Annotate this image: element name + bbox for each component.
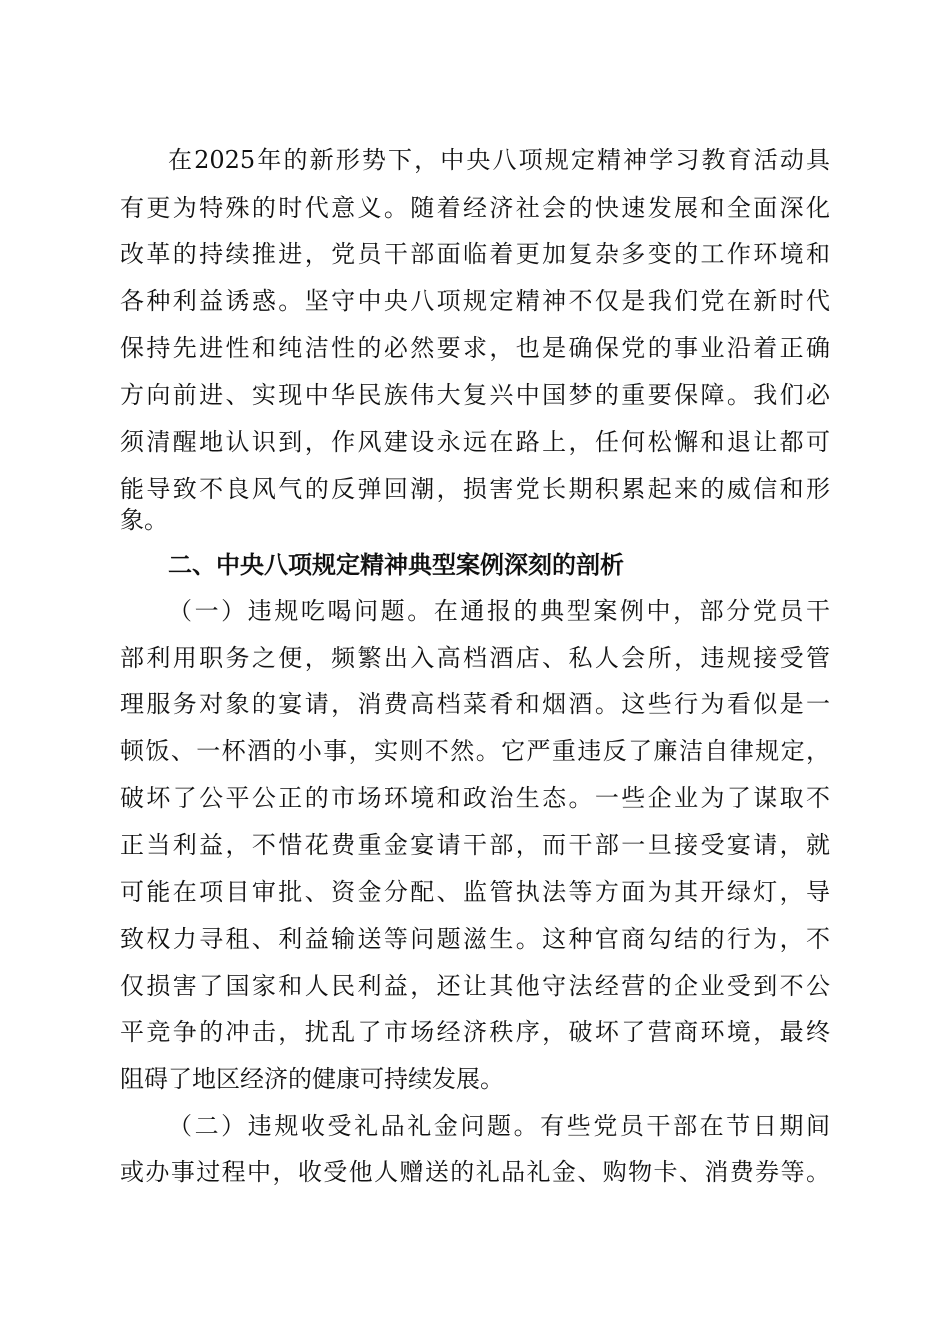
paragraph-line: 可能在项目审批、资金分配、监管执法等方面为其开绿灯，导	[120, 878, 830, 906]
paragraph-line: 正当利益，不惜花费重金宴请干部，而干部一旦接受宴请，就	[120, 831, 830, 859]
paragraph-line: （二）违规收受礼品礼金问题。有些党员干部在节日期间	[168, 1112, 830, 1140]
paragraph-line: 部利用职务之便，频繁出入高档酒店、私人会所，违规接受管	[120, 644, 830, 672]
paragraph-line: 在2025年的新形势下，中央八项规定精神学习教育活动具	[168, 146, 830, 174]
paragraph-line: 各种利益诱惑。坚守中央八项规定精神不仅是我们党在新时代	[120, 287, 830, 315]
paragraph-line: 仅损害了国家和人民利益，还让其他守法经营的企业受到不公	[120, 972, 830, 1000]
paragraph-line: 理服务对象的宴请，消费高档菜肴和烟酒。这些行为看似是一	[120, 690, 830, 718]
paragraph-line: 象。	[120, 506, 168, 534]
paragraph-line: 平竞争的冲击，扰乱了市场经济秩序，破坏了营商环境，最终	[120, 1018, 830, 1046]
paragraph-line: 方向前进、实现中华民族伟大复兴中国梦的重要保障。我们必	[120, 381, 830, 409]
paragraph-line: 改革的持续推进，党员干部面临着更加复杂多变的工作环境和	[120, 240, 830, 268]
paragraph-line: 阻碍了地区经济的健康可持续发展。	[120, 1065, 504, 1093]
paragraph-line: 须清醒地认识到，作风建设永远在路上，任何松懈和退让都可	[120, 428, 830, 456]
paragraph-line: 或办事过程中，收受他人赠送的礼品礼金、购物卡、消费券等。	[120, 1158, 830, 1186]
section-heading: 二、中央八项规定精神典型案例深刻的剖析	[168, 551, 624, 579]
paragraph-line: （一）违规吃喝问题。在通报的典型案例中，部分党员干	[168, 597, 830, 625]
paragraph-line: 能导致不良风气的反弹回潮，损害党长期积累起来的威信和形	[120, 475, 830, 503]
paragraph-line: 破坏了公平公正的市场环境和政治生态。一些企业为了谋取不	[120, 784, 830, 812]
paragraph-line: 有更为特殊的时代意义。随着经济社会的快速发展和全面深化	[120, 194, 830, 222]
paragraph-line: 顿饭、一杯酒的小事，实则不然。它严重违反了廉洁自律规定，	[120, 737, 830, 765]
paragraph-line: 致权力寻租、利益输送等问题滋生。这种官商勾结的行为，不	[120, 925, 830, 953]
paragraph-line: 保持先进性和纯洁性的必然要求，也是确保党的事业沿着正确	[120, 334, 830, 362]
